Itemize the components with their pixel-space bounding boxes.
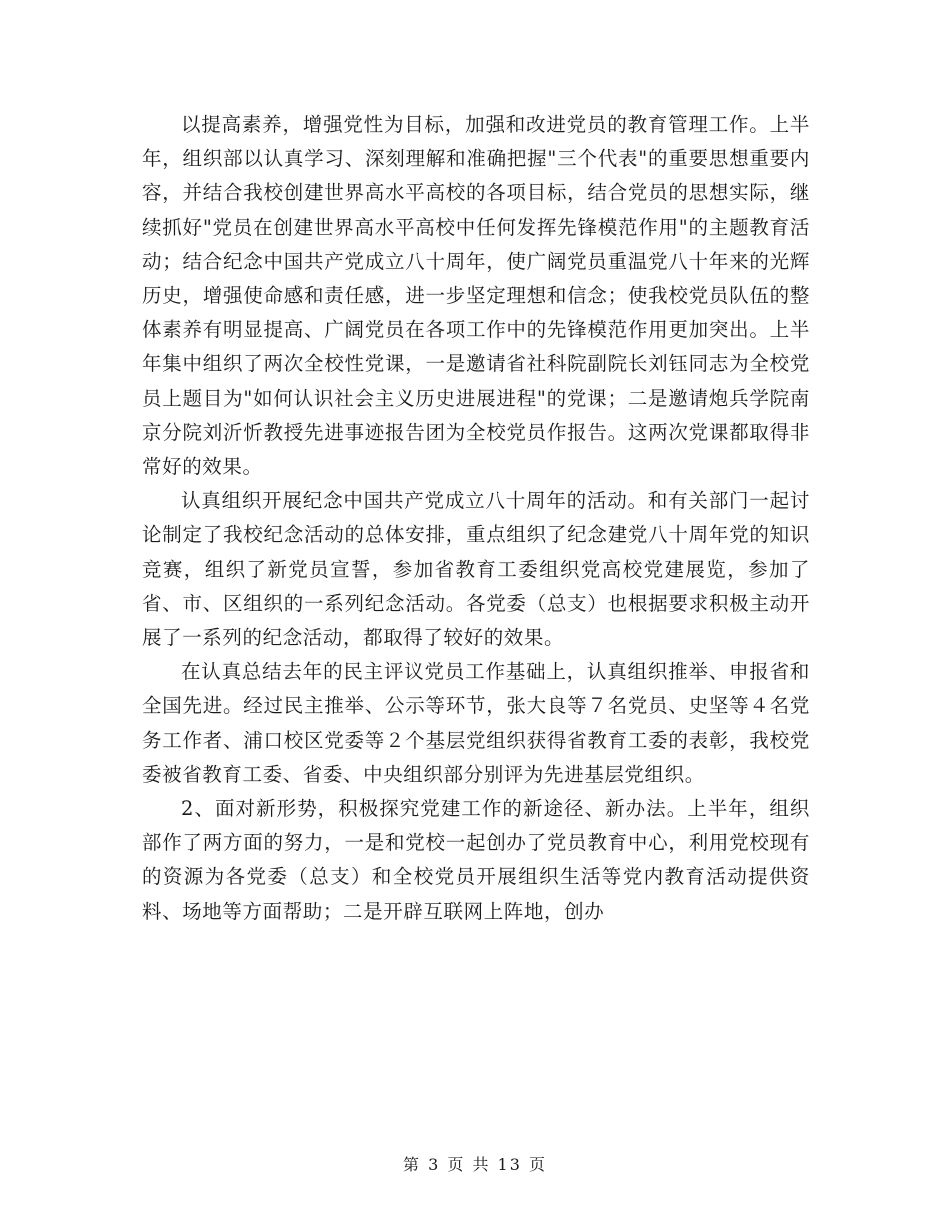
paragraph-2: 认真组织开展纪念中国共产党成立八十周年的活动。和有关部门一起讨论制定了我校纪念活动的总体安排，重点组织了纪念建党八十周年党的知识竞赛，组织了新党员宣誓，参加省教育工委组织党高校党建展览，参加了省、市、区组织的一系列纪念活动。各党委（总支）也根据要求积极主动开展了一系列的纪念活动，都取得了较好的效果。 <box>142 489 810 650</box>
document-body <box>142 108 810 929</box>
paragraph-1: 以提高素养，增强党性为目标，加强和改进党员的教育管理工作。上半年，组织部以认真学习、深刻理解和准确把握"三个代表"的重要思想重要内容，并结合我校创建世界高水平高校的各项目标，结合党员的思想实际，继续抓好"党员在创建世界高水平高校中任何发挥先锋模范作用"的主题教育活动；结合纪念中国共产党成立八十周年，使广阔党员重温党八十年来的光辉历史，增强使命感和责任感，进一步坚定理想和信念；使我校党员队伍的整体素养有明显提高、广阔党员在各项工作中的先锋模范作用更加突出。上半年集中组织了两次全校性党课，一是邀请省社科院副院长刘钰同志为全校党员上题目为"如何认识社会主义历史进展进程"的党课；二是邀请炮兵学院南京分院刘沂忻教授先进事迹报告团为全校党员作报告。这两次党课都取得非常好的效果。 <box>142 113 810 479</box>
paragraph-4: 2、面对新形势，积极探究党建工作的新途径、新办法。上半年，组织部作了两方面的努力，一是和党校一起创办了党员教育中心，利用党校现有的资源为各党委（总支）和全校党员开展组织生活等党内教育活动提供资料、场地等方面帮助；二是开辟互联网上阵地，创办 <box>142 797 810 923</box>
page-number-footer: 第 3 页 共 13 页 <box>403 1155 547 1174</box>
paragraph-3: 在认真总结去年的民主评议党员工作基础上，认真组织推举、申报省和全国先进。经过民主推举、公示等环节，张大良等７名党员、史坚等４名党务工作者、浦口校区党委等２个基层党组织获得省教育工委的表彰，我校党委被省教育工委、省委、中央组织部分别评为先进基层党组织。 <box>142 660 810 786</box>
